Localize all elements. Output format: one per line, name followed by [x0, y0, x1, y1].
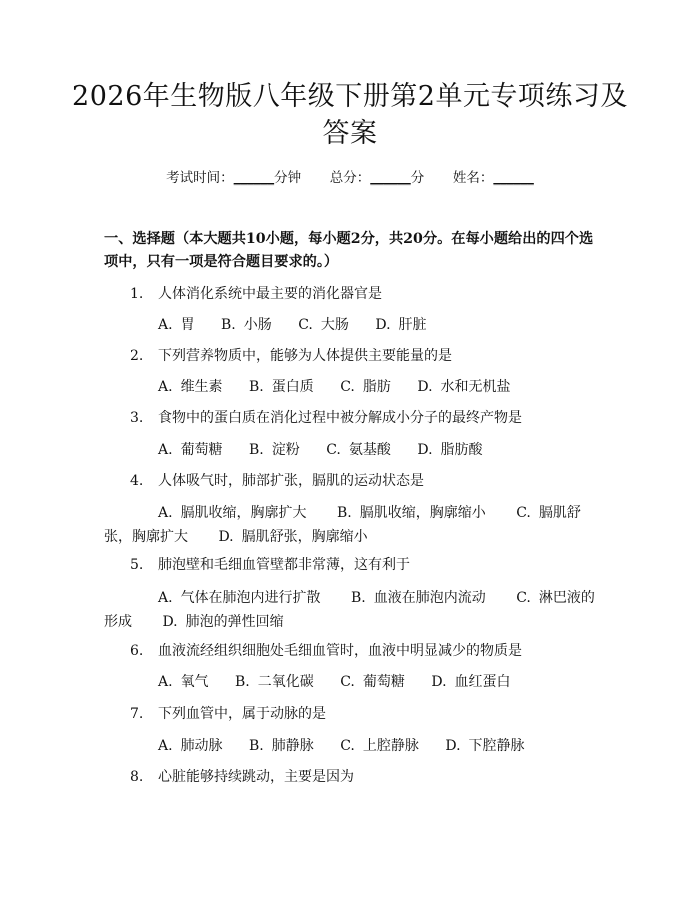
question-3 — [104, 407, 600, 429]
question-stem: 下列血管中，属于动脉的是 — [158, 706, 326, 722]
name-blank: ______ — [493, 170, 534, 186]
question-number: 4. — [130, 473, 144, 489]
time-blank: ______ — [233, 170, 275, 186]
question-2-options — [104, 375, 600, 399]
option-a: A. 膈肌收缩，胸廓扩大 — [158, 505, 307, 521]
option-b: B. 血液在肺泡内流动 — [351, 590, 486, 606]
question-number: 1. — [130, 286, 144, 302]
question-8 — [104, 766, 600, 788]
option-b: B. 二氧化碳 — [235, 674, 314, 690]
question-stem: 下列营养物质中，能够为人体提供主要能量的是 — [158, 348, 452, 364]
question-5-options — [104, 586, 600, 634]
option-a: A. 肺动脉 — [158, 738, 223, 754]
option-a: A. 氧气 — [158, 674, 209, 690]
question-1 — [104, 283, 600, 305]
question-3-options — [104, 438, 600, 462]
option-d: D. 肺泡的弹性回缩 — [162, 614, 284, 630]
question-number: 7. — [130, 706, 144, 722]
question-6 — [104, 640, 600, 662]
option-d: D. 脂肪酸 — [417, 442, 483, 458]
question-2 — [104, 345, 600, 367]
option-c: C. 淋巴液的形成 — [104, 590, 595, 630]
question-number: 2. — [130, 348, 144, 364]
question-4-options — [104, 501, 600, 549]
question-stem: 食物中的蛋白质在消化过程中被分解成小分子的最终产物是 — [158, 410, 522, 426]
question-6-options — [104, 670, 600, 694]
option-c: C. 氨基酸 — [326, 442, 391, 458]
question-number: 5. — [130, 557, 144, 573]
option-c: C. 脂肪 — [340, 379, 391, 395]
question-stem: 人体消化系统中最主要的消化器官是 — [158, 286, 382, 302]
exam-info-line — [0, 168, 700, 188]
time-label: 考试时间： — [166, 170, 234, 186]
option-b: B. 膈肌收缩，胸廓缩小 — [337, 505, 486, 521]
option-d: D. 膈肌舒张，胸廓缩小 — [218, 529, 368, 545]
option-c: C. 葡萄糖 — [340, 674, 405, 690]
option-a: A. 维生素 — [158, 379, 223, 395]
question-stem: 血液流经组织细胞处毛细血管时，血液中明显减少的物质是 — [158, 643, 522, 659]
question-number: 6. — [130, 643, 144, 659]
question-1-options — [104, 313, 600, 337]
option-d: D. 肝脏 — [375, 317, 427, 333]
question-5 — [104, 554, 600, 576]
time-unit: 分钟 — [274, 170, 302, 186]
score-blank: ______ — [370, 170, 411, 186]
section-heading: 一、选择题（本大题共10小题，每小题2分，共20分。在每小题给出的四个选项中，只有一项是符合题目要求的。） — [104, 231, 594, 270]
option-b: B. 蛋白质 — [249, 379, 314, 395]
question-stem: 肺泡壁和毛细血管壁都非常薄，这有利于 — [158, 557, 410, 573]
question-4 — [104, 470, 600, 492]
option-d: D. 水和无机盐 — [417, 379, 511, 395]
question-stem: 心脏能够持续跳动，主要是因为 — [158, 769, 354, 785]
question-stem: 人体吸气时，肺部扩张，膈肌的运动状态是 — [158, 473, 424, 489]
question-7-options — [104, 734, 600, 758]
option-a: A. 气体在肺泡内进行扩散 — [158, 590, 321, 606]
name-label: 姓名： — [452, 170, 494, 186]
option-b: B. 肺静脉 — [249, 738, 314, 754]
question-number: 8. — [130, 769, 144, 785]
option-c: C. 膈肌舒张，胸廓扩大 — [104, 505, 581, 545]
option-d: D. 下腔静脉 — [445, 738, 525, 754]
question-number: 3. — [130, 410, 144, 426]
option-a: A. 胃 — [158, 317, 195, 333]
score-unit: 分 — [410, 170, 425, 186]
option-b: B. 小肠 — [221, 317, 272, 333]
option-b: B. 淀粉 — [249, 442, 300, 458]
option-c: C. 上腔静脉 — [340, 738, 419, 754]
question-7 — [104, 703, 600, 725]
option-a: A. 葡萄糖 — [158, 442, 223, 458]
score-label: 总分： — [329, 170, 371, 186]
option-c: C. 大肠 — [298, 317, 349, 333]
document-title: 2026年生物版八年级下册第2单元专项练习及答案 — [72, 81, 628, 149]
option-d: D. 血红蛋白 — [431, 674, 511, 690]
